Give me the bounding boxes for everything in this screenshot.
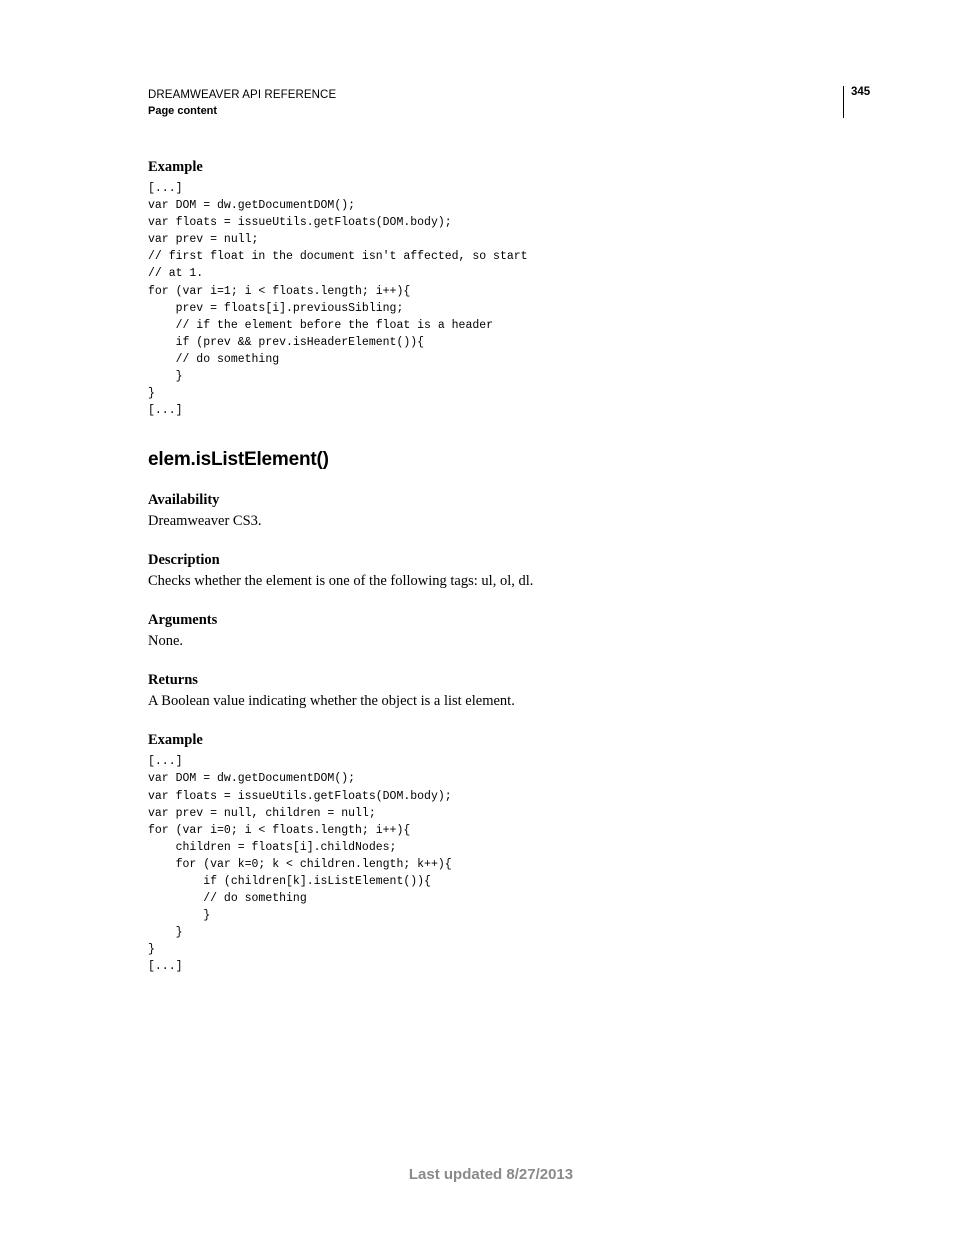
example-section-1 (148, 158, 828, 419)
page-content (148, 158, 828, 976)
example-label: Example (148, 732, 203, 749)
description-section (148, 551, 828, 590)
returns-text: A Boolean value indicating whether the object is a list element. (148, 693, 515, 710)
example-section-2 (148, 731, 828, 975)
availability-section (148, 491, 828, 530)
code-block: [...] var DOM = dw.getDocumentDOM(); var floats = issueUtils.getFloats(DOM.body); var prev = null, children = null; for (var i=0; i < floats.length; i++){ children = floats[i].childNodes; for (var k=0; k < children.length; k++){ if (children[k].isListElement()){ // do something } } } [...] (148, 755, 452, 974)
arguments-label: Arguments (148, 612, 218, 629)
section-title: Page content (148, 105, 218, 117)
returns-section (148, 671, 828, 710)
document-title: DREAMWEAVER API REFERENCE (148, 89, 337, 101)
availability-label: Availability (148, 492, 220, 509)
arguments-text: None. (148, 633, 184, 650)
page-number: 345 (851, 86, 871, 98)
arguments-section (148, 611, 828, 650)
header-divider (843, 86, 844, 118)
availability-text: Dreamweaver CS3. (148, 513, 262, 530)
example-label: Example (148, 159, 203, 175)
function-heading: elem.isListElement() (148, 449, 329, 471)
last-updated-footer: Last updated 8/27/2013 (408, 1166, 574, 1183)
description-text: Checks whether the element is one of the following tags: ul, ol, dl. (148, 573, 534, 590)
returns-label: Returns (148, 672, 198, 689)
page-header (148, 87, 336, 119)
code-block: [...] var DOM = dw.getDocumentDOM(); var floats = issueUtils.getFloats(DOM.body); var prev = null; // first float in the document isn't affected, so start // at 1. for (var i=1; i < floats.length; i++){ prev = floats[i].previousSibling; // if the element before the float is a header if (prev && prev.isHeaderElement()){ // do something } } [...] (148, 182, 528, 418)
description-label: Description (148, 552, 220, 569)
